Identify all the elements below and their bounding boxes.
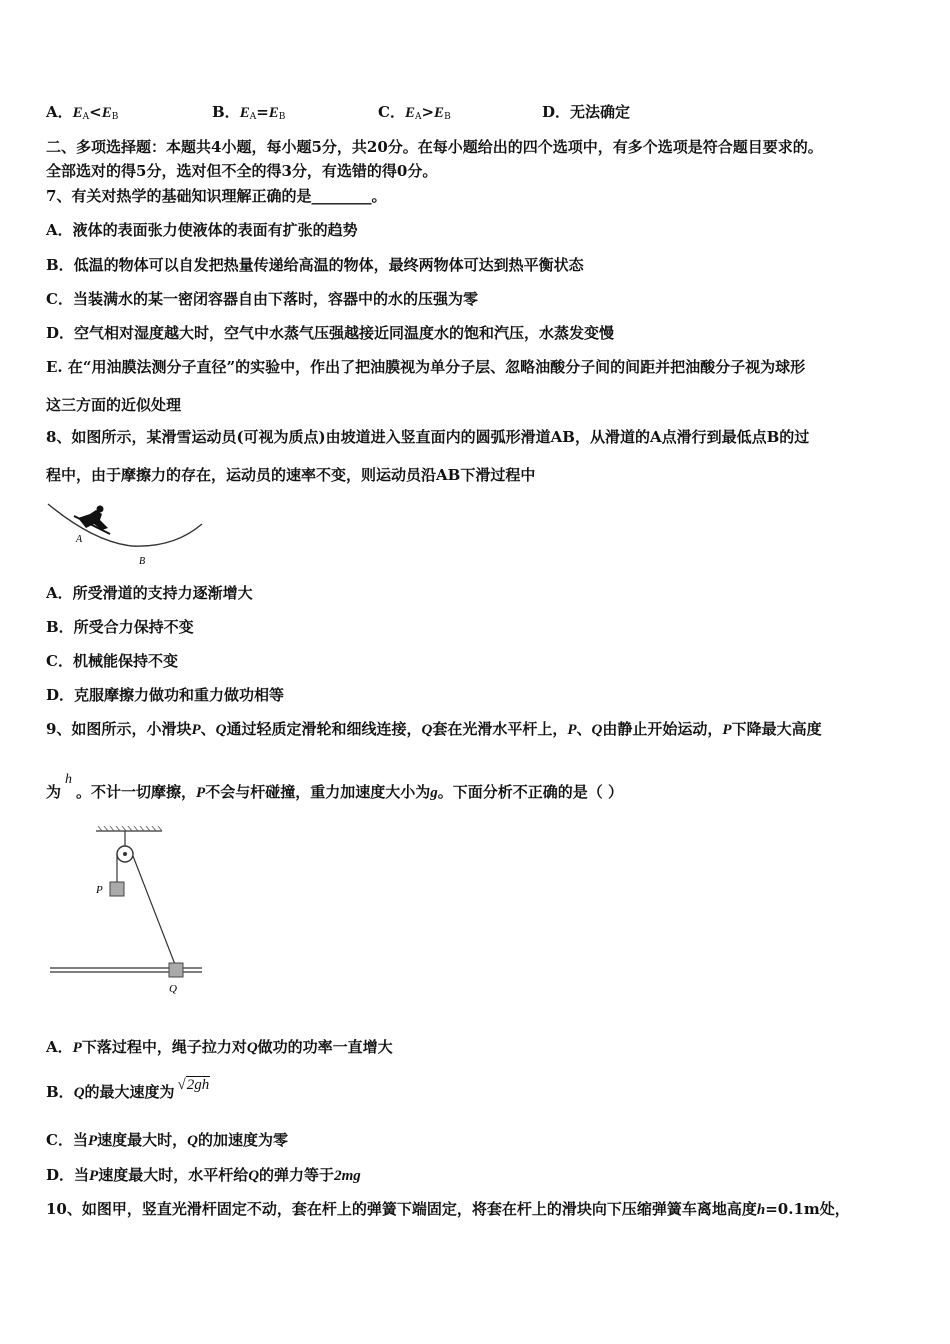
pulley-figure <box>44 826 209 1001</box>
q7-option-e-line1: E. 在“用油膜法测分子直径”的实验中，作出了把油膜视为单分子层、忽略油酸分子间的间距并把油酸分子视为球形 <box>46 358 806 376</box>
skier-icon <box>74 506 110 535</box>
fig-label-q: Q <box>169 983 177 995</box>
q6-option-d: D．无法确定 <box>542 103 631 121</box>
ski-track-figure <box>44 498 206 570</box>
q8-option-b: B．所受合力保持不变 <box>46 618 194 636</box>
q8-option-c: C．机械能保持不变 <box>46 652 178 670</box>
q9-stem-line2: 为h。不计一切摩擦，P不会与杆碰撞，重力加速度大小为g。下面分析不正确的是（ ） <box>46 772 623 801</box>
q7-option-a: A．液体的表面张力使液体的表面有扩张的趋势 <box>46 221 358 239</box>
fig-label-a: A <box>76 534 83 545</box>
q9-option-d: D．当P速度最大时，水平杆给Q的弹力等于2mg <box>46 1166 361 1184</box>
q7-option-d: D．空气相对湿度越大时，空气中水蒸气压强越接近同温度水的饱和汽压，水蒸发变慢 <box>46 324 615 342</box>
q9-option-b: B．Q的最大速度为 √2gh <box>46 1077 210 1101</box>
q9-option-a: A．P下落过程中，绳子拉力对Q做功的功率一直增大 <box>46 1038 393 1056</box>
q10-stem: 10、如图甲，竖直光滑杆固定不动，套在杆上的弹簧下端固定，将套在杆上的滑块向下压缩弹簧车离地高度h=0.1m处， <box>46 1200 850 1218</box>
q7-option-b: B．低温的物体可以自发把热量传递给高温的物体，最终两物体可达到热平衡状态 <box>46 256 584 274</box>
q6-options <box>46 102 906 122</box>
sqrt-expression: √2gh <box>177 1077 210 1093</box>
q7-option-e-line2: 这三方面的近似处理 <box>46 396 182 414</box>
block-q <box>169 963 183 977</box>
q9-stem-line1: 9、如图所示，小滑块P、Q通过轻质定滑轮和细线连接，Q套在光滑水平杆上，P、Q由静止开始运动，P下降最大高度 <box>46 720 822 738</box>
fig-label-p: P <box>96 884 103 896</box>
q6-option-c: C．$E_A>E_B$ <box>378 103 451 122</box>
q7-stem: 7、有关对热学的基础知识理解正确的是________。 <box>46 187 387 205</box>
section2-heading-line2: 全部选对的得5分，选对但不全的得3分，有选错的得0分。 <box>46 162 438 180</box>
q7-option-c: C．当装满水的某一密闭容器自由下落时，容器中的水的压强为零 <box>46 290 478 308</box>
q8-option-a: A．所受滑道的支持力逐渐增大 <box>46 584 253 602</box>
pulley-center <box>123 852 127 856</box>
q6-option-a: A．$E_A<E_B$ <box>46 103 119 122</box>
q9-option-c: C．当P速度最大时，Q的加速度为零 <box>46 1131 288 1149</box>
q6-option-b: B．$E_A=E_B$ <box>212 103 286 122</box>
rope-to-q <box>133 856 176 967</box>
block-p <box>110 882 124 896</box>
circular-track <box>48 504 202 546</box>
section2-heading-line1: 二、多项选择题：本题共4小题，每小题5分，共20分。在每小题给出的四个选项中，有多个选项是符合题目要求的。 <box>46 138 823 156</box>
q8-stem-line1: 8、如图所示，某滑雪运动员(可视为质点)由坡道进入竖直面内的圆弧形滑道AB，从滑道的A点滑行到最低点B的过 <box>46 428 810 446</box>
fig-label-b: B <box>139 556 146 567</box>
q8-stem-line2: 程中，由于摩擦力的存在，运动员的速率不变，则运动员沿AB下滑过程中 <box>46 466 536 484</box>
q8-option-d: D．克服摩擦力做功和重力做功相等 <box>46 686 285 704</box>
ceiling-hatch <box>98 826 162 831</box>
